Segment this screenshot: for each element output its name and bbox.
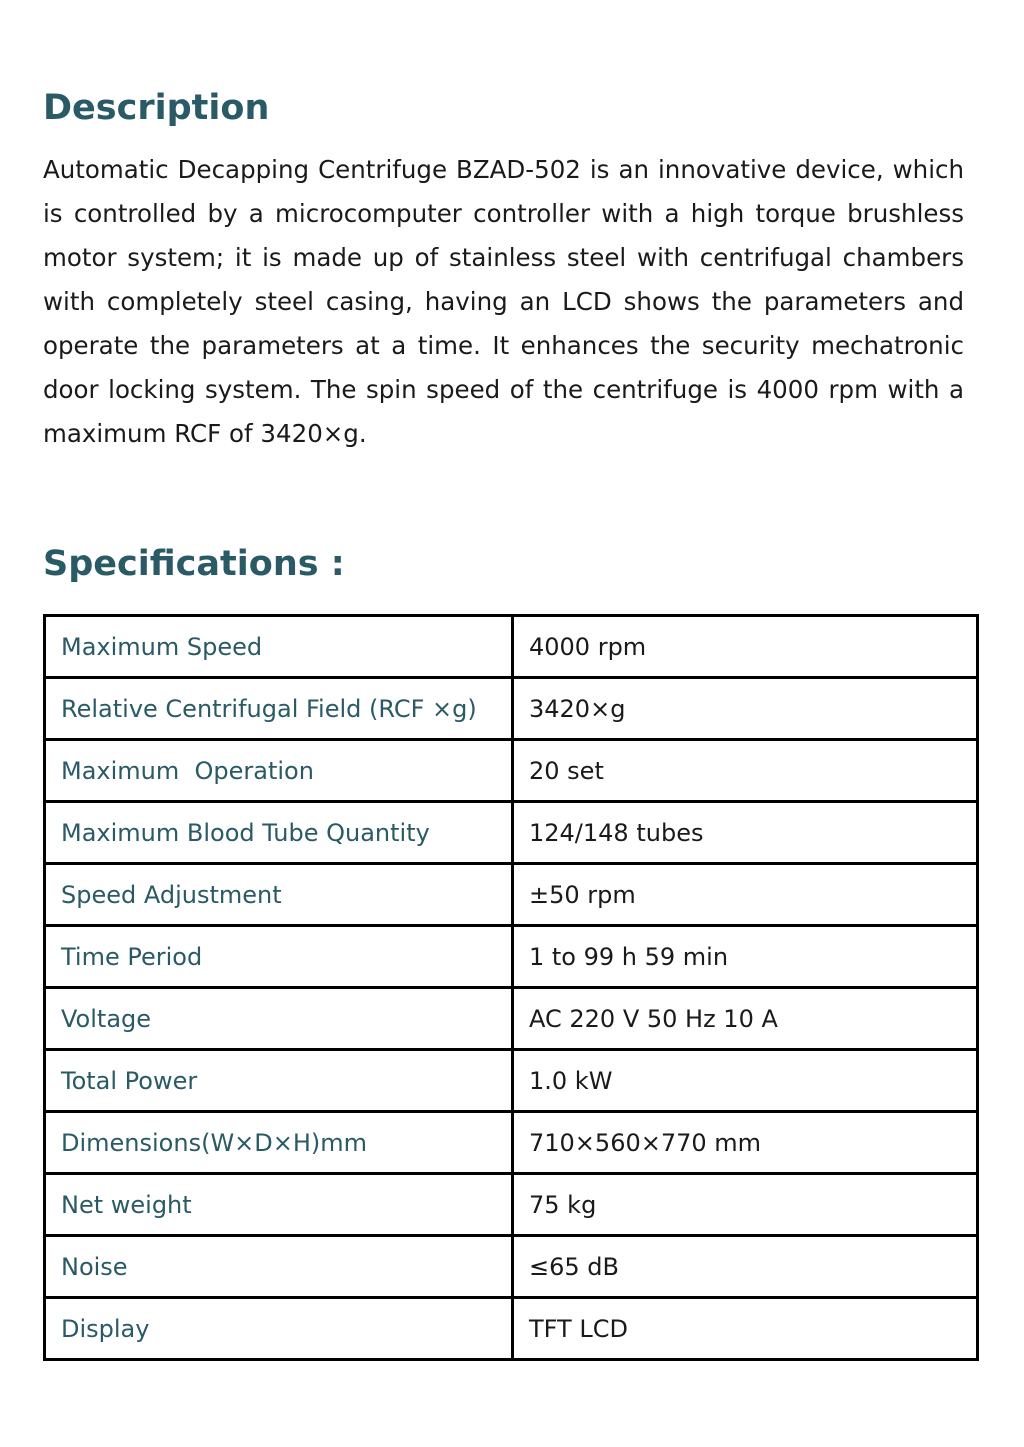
spec-row-rcf [45, 678, 978, 740]
spec-label: Maximum Operation [45, 740, 513, 802]
spec-row-dimensions [45, 1112, 978, 1174]
spec-label: Dimensions(W×D×H)mm [45, 1112, 513, 1174]
spec-row-maximum-operation [45, 740, 978, 802]
spec-row-total-power [45, 1050, 978, 1112]
spec-value: ≤65 dB [513, 1236, 978, 1298]
spec-value: 4000 rpm [513, 616, 978, 678]
spec-label: Voltage [45, 988, 513, 1050]
spec-value: TFT LCD [513, 1298, 978, 1360]
spec-row-time-period [45, 926, 978, 988]
spec-value: 124/148 tubes [513, 802, 978, 864]
description-heading: Description [43, 88, 270, 128]
spec-label: Maximum Blood Tube Quantity [45, 802, 513, 864]
spec-label: Net weight [45, 1174, 513, 1236]
specifications-table [43, 614, 979, 1361]
spec-value: ±50 rpm [513, 864, 978, 926]
spec-row-maximum-speed [45, 616, 978, 678]
spec-label: Speed Adjustment [45, 864, 513, 926]
spec-label: Display [45, 1298, 513, 1360]
spec-label: Relative Centrifugal Field (RCF ×g) [45, 678, 513, 740]
spec-row-voltage [45, 988, 978, 1050]
spec-label: Noise [45, 1236, 513, 1298]
spec-value: 20 set [513, 740, 978, 802]
spec-row-blood-tube-quantity [45, 802, 978, 864]
spec-row-speed-adjustment [45, 864, 978, 926]
spec-label: Maximum Speed [45, 616, 513, 678]
description-paragraph: Automatic Decapping Centrifuge BZAD-502 is an innovative device, which is controlled by a microcomputer controller with a high torque brushless motor system; it is made up of stainless steel with centrifugal chambers with completely steel casing, having an LCD shows the parameters and operate the parameters at a time. It enhances the security mechatronic door locking system. The spin speed of the centrifuge is 4000 rpm with a maximum RCF of 3420×g. [43, 155, 964, 448]
spec-row-net-weight [45, 1174, 978, 1236]
spec-value: 75 kg [513, 1174, 978, 1236]
spec-label: Time Period [45, 926, 513, 988]
spec-row-display [45, 1298, 978, 1360]
specifications-heading: Specifications : [43, 544, 345, 584]
spec-value: 3420×g [513, 678, 978, 740]
spec-value: 1.0 kW [513, 1050, 978, 1112]
spec-value: 710×560×770 mm [513, 1112, 978, 1174]
spec-value: 1 to 99 h 59 min [513, 926, 978, 988]
spec-row-noise [45, 1236, 978, 1298]
spec-label: Total Power [45, 1050, 513, 1112]
spec-value: AC 220 V 50 Hz 10 A [513, 988, 978, 1050]
